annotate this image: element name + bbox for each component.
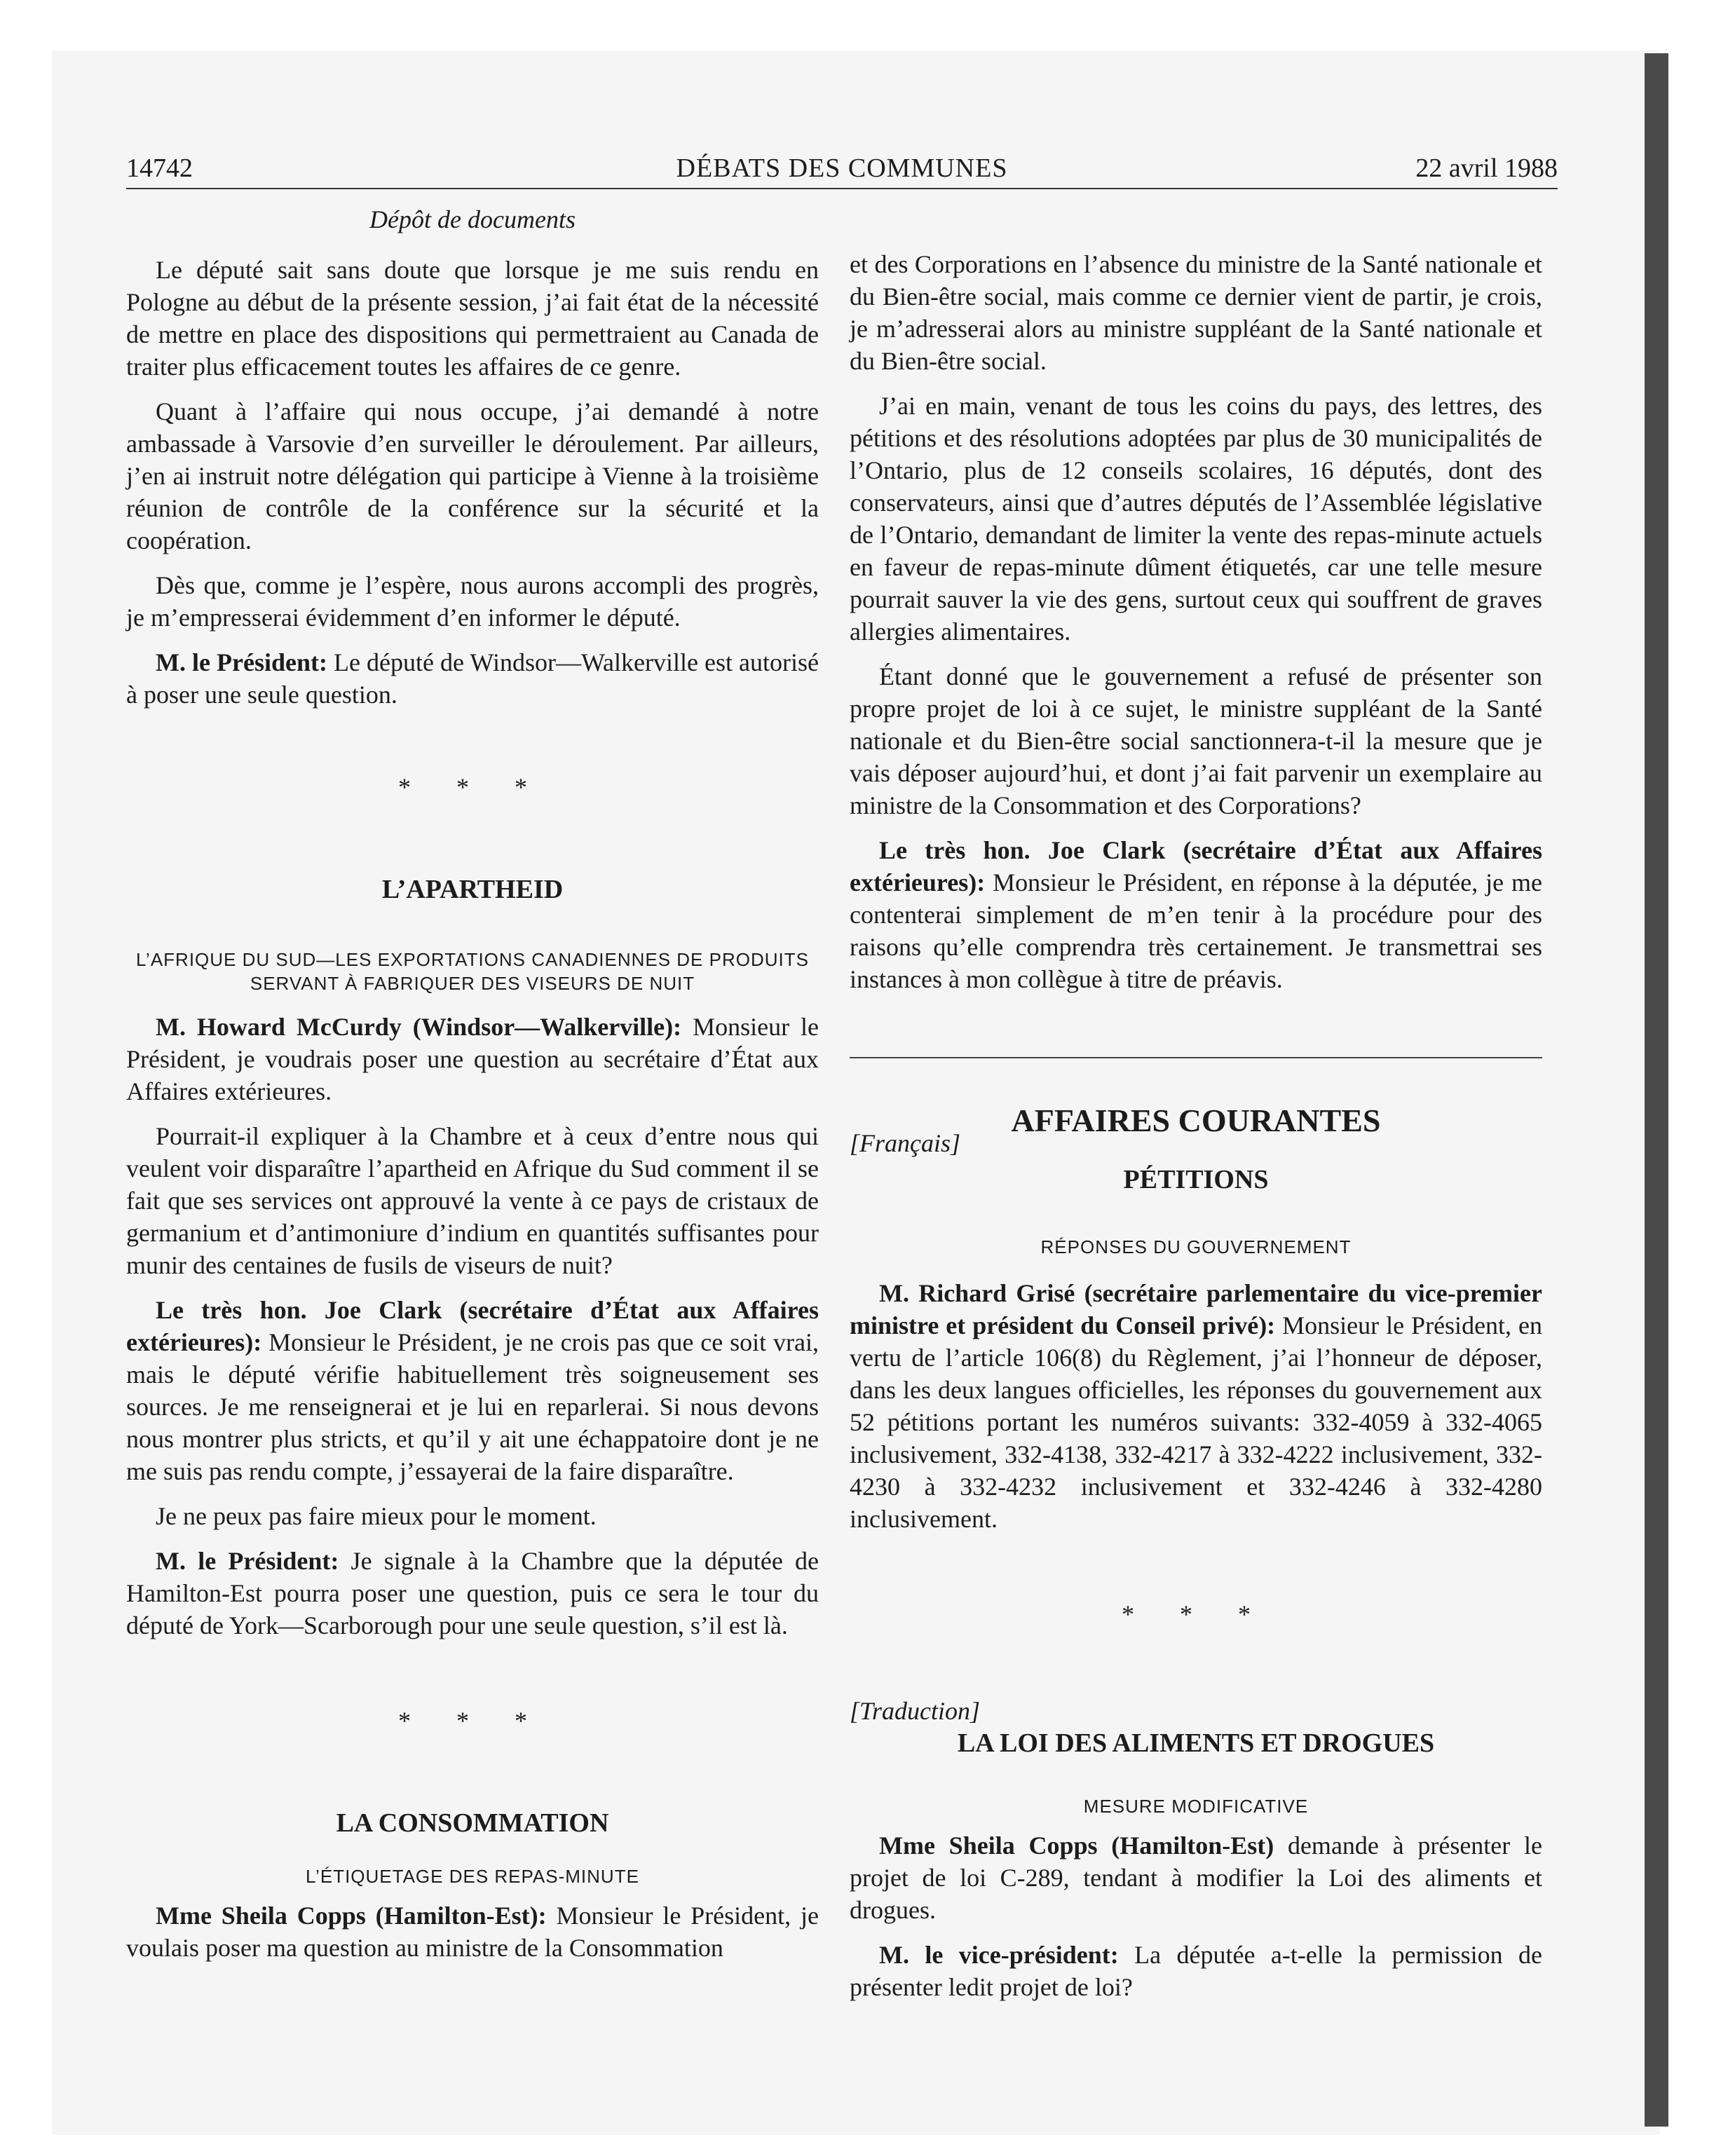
speaker-name: M. Howard McCurdy (Windsor—Walkerville):	[156, 1013, 682, 1041]
speech-text: Monsieur le Président, je ne crois pas que ce soit vrai, mais le député vérifie habituellement très soigneusement ses sources. Je me renseignerai et je lui en reparlerai. Si nous devons nous montrer plus stricts, et qu’il y ait une échappatoire dont je ne me suis pas rendu compte, j’essayerai de la faire disparaître.	[126, 1328, 819, 1485]
speech-text: Monsieur le Président, en vertu de l’article 106(8) du Règlement, j’ai l’honneur de déposer, dans les deux langues officielles, les réponses du gouvernement aux 52 pétitions portant les numéros suivants: 332-4059 à 332-4065 inclusivement, 332-4138, 332-4217 à 332-4222 inclusivement, 332-4230 à 332-4232 inclusivement et 332-4246 à 332-4280 inclusivement.	[850, 1311, 1542, 1533]
speech-text: Monsieur le Président, je voudrais poser une question au secrétaire d’État aux Affaires extérieures.	[126, 1013, 819, 1105]
page-header	[126, 153, 1558, 188]
subheading: L’ÉTIQUETAGE DES REPAS-MINUTE	[306, 1866, 639, 1887]
paragraph: Le député sait sans doute que lorsque je me suis rendu en Pologne au début de la présente session, j’ai fait état de la nécessité de mettre en place des dispositions qui permettraient au Canada de traiter plus efficacement toutes les affaires de ce genre.	[126, 256, 819, 381]
language-note: [Français]	[850, 1129, 961, 1157]
paragraph	[126, 1011, 819, 1107]
speech-text: La députée a-t-elle la permission de présenter ledit projet de loi?	[850, 1941, 1542, 2001]
speaker-name: Le très hon. Joe Clark (secrétaire d’État aux Affaires extérieures):	[850, 836, 1542, 896]
section-separator: * * *	[398, 773, 547, 801]
speaker-name: Le très hon. Joe Clark (secrétaire d’État aux Affaires extérieures):	[126, 1296, 819, 1356]
rubric: Dépôt de documents	[369, 205, 576, 233]
paragraph	[850, 1829, 1542, 1926]
subheading: L’AFRIQUE DU SUD—LES EXPORTATIONS CANADIENNES DE PRODUITS SERVANT À FABRIQUER DES VISEURS DE NUIT	[136, 949, 809, 994]
left-column	[126, 203, 819, 1977]
paragraph: Je ne peux pas faire mieux pour le moment.	[156, 1502, 597, 1530]
speaker-name: M. Richard Grisé (secrétaire parlementaire du vice-premier ministre et président du Conseil privé):	[850, 1279, 1542, 1339]
section-separator: * * *	[1122, 1600, 1270, 1628]
page-date: 22 avril 1988	[1415, 153, 1558, 183]
paragraph: Dès que, comme je l’espère, nous aurons accompli des progrès, je m’empresserai évidemment d’en informer le député.	[126, 571, 819, 632]
paragraph	[850, 1939, 1542, 2003]
section-heading: L’APARTHEID	[381, 875, 564, 904]
header-rule	[126, 188, 1558, 189]
paragraph: Étant donné que le gouvernement a refusé de présenter son propre projet de loi à ce sujet, le ministre suppléant de la Santé nationale et du Bien-être social sanctionnera-t-il la mesure que je vais déposer aujourd’hui, et dont j’ai fait parvenir un exemplaire au ministre de la Consommation et des Corporations?	[850, 662, 1542, 819]
speaker-name: Mme Sheila Copps (Hamilton-Est):	[156, 1902, 547, 1930]
speech-text: Le député de Windsor—Walkerville est autorisé à poser une seule question.	[126, 648, 819, 709]
speech-text: Monsieur le Président, je voulais poser ma question au ministre de la Consommation	[126, 1902, 819, 1962]
section-separator: * * *	[398, 1707, 547, 1735]
paragraph	[850, 1277, 1542, 1535]
publication-title: DÉBATS DES COMMUNES	[676, 153, 1008, 183]
speech-text: Je signale à la Chambre que la députée de Hamilton-Est pourra poser une question, puis ce sera le tour du député de York—Scarborough pour une seule question, s’il est là.	[126, 1547, 819, 1639]
section-heading: LA LOI DES ALIMENTS ET DROGUES	[957, 1728, 1435, 1758]
section-heading: PÉTITIONS	[1123, 1165, 1269, 1194]
paragraph	[126, 1899, 819, 1964]
paragraph: J’ai en main, venant de tous les coins du pays, des lettres, des pétitions et des résolutions adoptées par plus de 30 municipalités de l’Ontario, plus de 12 conseils scolaires, 16 députés, dont des conservateurs, ainsi que d’autres députés de l’Assemblée législative de l’Ontario, demandant de limiter la vente des repas-minute actuels en faveur de repas-minute dûment étiquetés, car une telle mesure pourrait sauver la vie des gens, surtout ceux qui souffrent de graves allergies alimentaires.	[850, 392, 1542, 646]
speaker-name: M. le Président:	[156, 648, 327, 676]
speaker-name: M. le Président:	[156, 1547, 339, 1575]
speech-text: demande à présenter le projet de loi C-289, tendant à modifier la Loi des aliments et drogues.	[850, 1831, 1542, 1924]
paragraph: Quant à l’affaire qui nous occupe, j’ai demandé à notre ambassade à Varsovie d’en surveiller le déroulement. Par ailleurs, j’en ai instruit notre délégation qui participe à Vienne à la troisième réunion de contrôle de la conférence sur la sécurité et la coopération.	[126, 397, 819, 554]
language-note: [Traduction]	[850, 1697, 981, 1725]
paragraph	[850, 834, 1542, 995]
section-heading: AFFAIRES COURANTES	[1011, 1103, 1381, 1138]
section-heading: LA CONSOMMATION	[336, 1808, 609, 1838]
paragraph	[126, 1294, 819, 1487]
speaker-name: M. le vice-président:	[879, 1941, 1119, 1969]
right-column	[850, 248, 1542, 2016]
speaker-name: Mme Sheila Copps (Hamilton-Est)	[879, 1831, 1274, 1860]
scan-edge-bar	[1645, 53, 1668, 2127]
subheading: RÉPONSES DU GOUVERNEMENT	[1040, 1236, 1352, 1257]
subheading: MESURE MODIFICATIVE	[1083, 1796, 1309, 1817]
paragraph: Pourrait-il expliquer à la Chambre et à ceux d’entre nous qui veulent voir disparaître l’apartheid en Afrique du Sud comment il se fait que ses services ont approuvé la vente à ce pays de cristaux de germanium et d’antimoniure d’indium en quantités suffisantes pour munir des centaines de fusils de viseurs de nuit?	[126, 1122, 819, 1279]
paragraph	[126, 1545, 819, 1642]
page-number: 14742	[126, 153, 193, 183]
paragraph: et des Corporations en l’absence du ministre de la Santé nationale et du Bien-être social, mais comme ce dernier vient de partir, je crois, je m’adresserai alors au ministre suppléant de la Santé nationale et du Bien-être social.	[850, 250, 1542, 375]
speech-text: Monsieur le Président, en réponse à la députée, je me contenterai simplement de m’en tenir à la procédure pour des raisons qu’elle comprendra très certainement. Je transmettrai ses instances à mon collègue à titre de préavis.	[850, 868, 1542, 993]
paragraph	[126, 646, 819, 711]
